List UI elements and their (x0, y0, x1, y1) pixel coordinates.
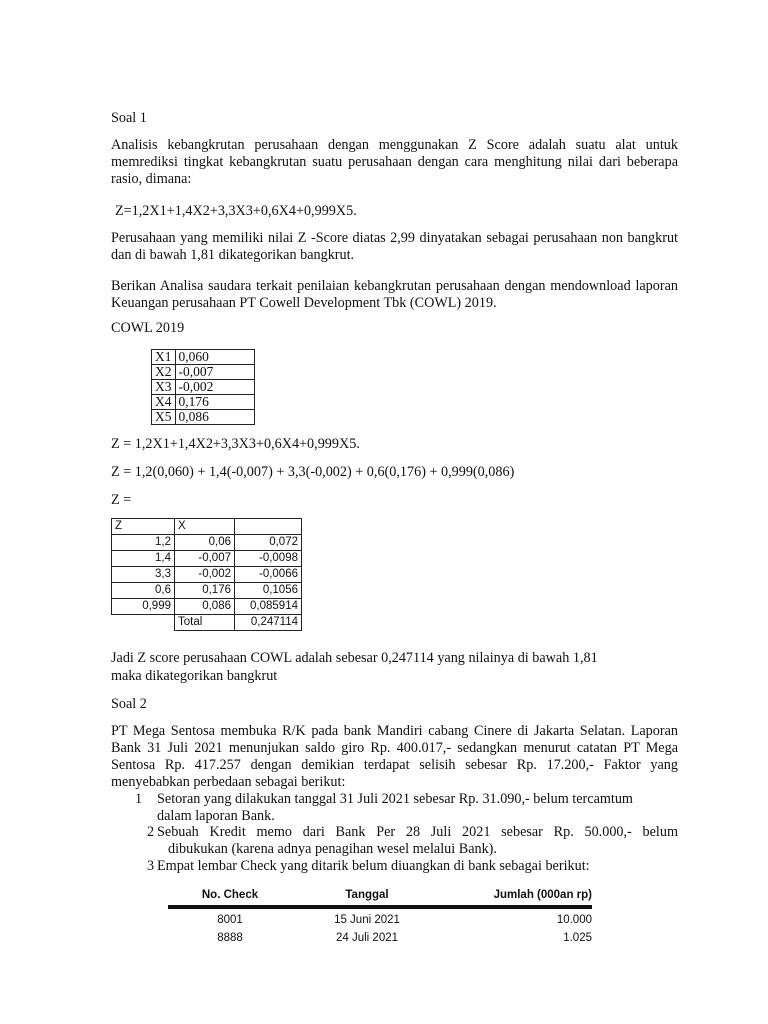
table-header: Z X (112, 519, 302, 535)
x-values-table (151, 349, 255, 425)
table-row: X1 0,060 (152, 350, 255, 365)
check-table (168, 885, 592, 947)
list-item: Empat lembar Check yang ditarik belum diuangkan di bank sebagai berikut: (157, 858, 590, 874)
list-item-number: 3 (147, 858, 155, 874)
soal1-title: Soal 1 (111, 110, 147, 126)
zscore-formula: Z=1,2X1+1,4X2+3,3X3+0,6X4+0,999X5. (115, 203, 357, 219)
conclusion-line2: maka dikategorikan bangkrut (111, 668, 278, 684)
table-header: No. Check Tanggal Jumlah (000an rp) (201, 889, 592, 901)
formula-substitution: Z = 1,2(0,060) + 1,4(-0,007) + 3,3(-0,002) + 0,6(0,176) + 0,999(0,086) (111, 464, 515, 480)
list-item: Setoran yang dilakukan tanggal 31 Juli 2021 sebesar Rp. 31.090,- belum tercamtum (157, 791, 633, 807)
table-row: 1,4 -0,007 -0,0098 (112, 551, 302, 567)
table-row: 0,999 0,086 0,085914 (112, 599, 302, 615)
z-calculation-table (111, 518, 302, 631)
z-equals: Z = (111, 492, 132, 508)
list-item: Sebuah Kredit memo dari Bank Per 28 Juli 2021 sebesar Rp. 50.000,- belum (157, 824, 678, 840)
formula-restated: Z = 1,2X1+1,4X2+3,3X3+0,6X4+0,999X5. (111, 436, 360, 452)
table-row: 8888 24 Juli 2021 1.025 (217, 932, 592, 944)
list-item-number: 1 (135, 791, 143, 807)
conclusion-line1: Jadi Z score perusahaan COWL adalah sebesar 0,247114 yang nilainya di bawah 1,81 (111, 650, 598, 666)
table-row: X4 0,176 (152, 395, 255, 410)
table-row: X3 -0,002 (152, 380, 255, 395)
header-rule (168, 905, 592, 909)
table-row: X2 -0,007 (152, 365, 255, 380)
soal1-intro: Analisis kebangkrutan perusahaan dengan menggunakan Z Score adalah suatu alat untuk memrediksi tingkat kebangkrutan suatu perusahaan dengan cara menghitung nilai dari beberapa rasio, dimana: (111, 137, 678, 187)
zscore-criteria: Perusahaan yang memiliki nilai Z -Score diatas 2,99 dinyatakan sebagai perusahaan non bangkrut dan di bawah 1,81 dikategorikan bangkrut. (111, 230, 678, 263)
list-item-cont: dibukukan (karena adnya penagihan wesel melalui Bank). (168, 841, 497, 857)
table-row: 8001 15 Juni 2021 10.000 (217, 914, 592, 926)
soal2-title: Soal 2 (111, 696, 147, 712)
soal1-task: Berikan Analisa saudara terkait penilaian kebangkrutan perusahaan dengan mendownload laporan Keuangan perusahaan PT Cowell Development Tbk (COWL) 2019. (111, 278, 678, 311)
table-row: 0,6 0,176 0,1056 (112, 583, 302, 599)
list-item-cont: dalam laporan Bank. (157, 808, 275, 824)
table-total-row: Total 0,247114 (112, 615, 302, 631)
table-row: 1,2 0,06 0,072 (112, 535, 302, 551)
list-item-number: 2 (147, 824, 155, 840)
table-row: X5 0,086 (152, 410, 255, 425)
company-year: COWL 2019 (111, 320, 185, 336)
table-row: 3,3 -0,002 -0,0066 (112, 567, 302, 583)
soal2-intro: PT Mega Sentosa membuka R/K pada bank Mandiri cabang Cinere di Jakarta Selatan. Laporan Bank 31 Juli 2021 menunjukan saldo giro Rp. 400.017,- sedangkan menurut catatan PT Mega Sentosa Rp. 417.257 dengan demikian terdapat selisih sebesar Rp. 17.200,- Faktor yang menyebabkan perbedaan sebagai berikut: (111, 723, 678, 790)
